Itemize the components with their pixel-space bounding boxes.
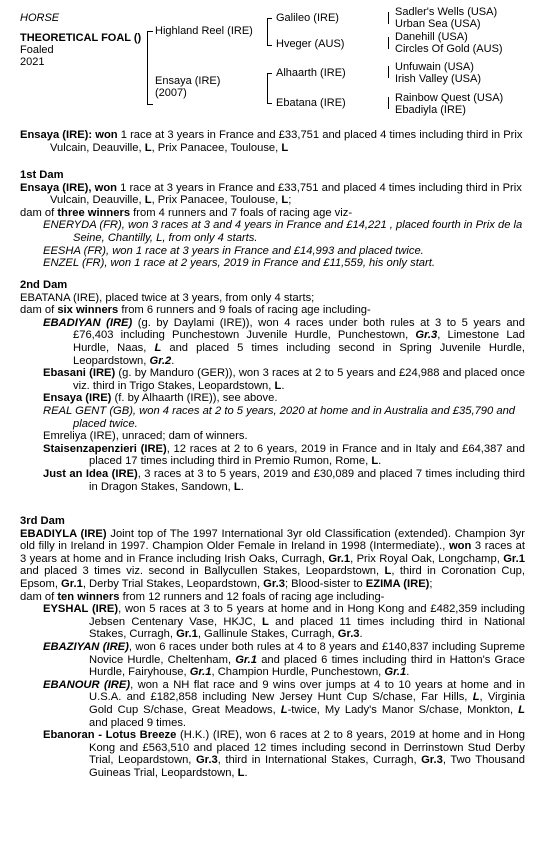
- progeny-name: Ebasani (IRE): [43, 367, 116, 380]
- pedigree-bracket-main: [147, 31, 148, 105]
- race-text: ;: [429, 577, 433, 590]
- dam-of-line: [20, 591, 525, 604]
- race-text: Joint top of The 1997 International 3yr old Classification (extended). Champion 3yr old filly in Ireland in 1997. Champion Older Female in Ireland in 1998 (Intermediate).,: [20, 527, 525, 553]
- dam-of-line: [20, 304, 525, 317]
- intro-won: : won: [88, 129, 118, 141]
- intro-section: [20, 129, 525, 154]
- progeny-entry: [20, 641, 525, 679]
- race-text: and placed 11 times including third in National Stakes, Curragh,: [89, 615, 525, 641]
- first-dam-paragraph: [20, 182, 525, 207]
- third-dam-name: EBADIYLA (IRE): [20, 527, 107, 540]
- race-text: ; Blood-sister to: [284, 577, 366, 590]
- progeny-entry: ENERYDA (FR), won 3 races at 3 and 4 years in France and £14,221 , placed fourth in Prix de la Seine, Chantilly, L, from only 4 starts.: [43, 219, 523, 244]
- dam-of-text: from 12 runners and 12 foals of racing age including-: [119, 590, 385, 603]
- bracket-tick: [147, 104, 153, 105]
- bracket-tick: [267, 45, 272, 46]
- race-text: (g. by Daylami (IRE)), won 4 races under both rules at 3 to 5 years and £76,403 including Punchestown Juvenile Hurdle, Punchestown,: [73, 316, 526, 342]
- won-label: won: [445, 540, 472, 553]
- dam-of-line: [20, 207, 525, 220]
- group-mark: Gr.2: [149, 354, 172, 367]
- race-text: .: [378, 455, 382, 468]
- listed-mark: L: [233, 480, 241, 493]
- race-text: (g. by Manduro (GER)), won 3 races at 2 to 5 years and £24,988 and placed once viz. third in Trigo Stakes, Leopardstown,: [73, 367, 525, 392]
- progeny-name: EBADIYAN (IRE): [43, 316, 133, 329]
- progeny-name: Staisenzapenzieri (IRE): [43, 442, 167, 455]
- group-mark: Gr.3: [421, 754, 443, 767]
- pedigree-bracket-dam: [267, 73, 268, 103]
- progeny-name: Just an Idea (IRE): [43, 467, 138, 480]
- dam-of-text: from 4 runners and 7 foals of racing age viz-: [130, 206, 353, 219]
- bracket-ggp: [388, 66, 389, 78]
- race-text: .: [281, 379, 285, 392]
- listed-mark: L: [472, 691, 480, 704]
- bracket-ggp: [388, 37, 389, 49]
- race-text: (f. by Alhaarth (IRE)), see above.: [111, 392, 278, 405]
- listed-mark: L: [280, 703, 288, 716]
- progeny-entry: [20, 392, 525, 405]
- listed-mark: L: [154, 341, 162, 354]
- sire-name: Highland Reel (IRE): [155, 25, 253, 37]
- progeny-entry: [20, 367, 525, 392]
- progeny-name: EYSHAL (IRE): [43, 603, 119, 616]
- intro-horse: Ensaya (IRE): [20, 129, 89, 141]
- horse-name: THEORETICAL FOAL (): [20, 32, 142, 44]
- progeny-name: EBANOUR (IRE): [43, 678, 131, 691]
- section-heading: 3rd Dam: [20, 515, 65, 527]
- progeny-entry: [20, 603, 525, 641]
- group-mark: Gr.1: [384, 666, 407, 679]
- listed-mark: L: [144, 141, 152, 154]
- race-text: , Prix Panacee, Toulouse,: [151, 194, 282, 207]
- ggp-5: Unfuwain (USA): [395, 61, 474, 73]
- dam-of-text: dam of: [20, 590, 58, 603]
- second-dam-section: [20, 279, 525, 493]
- listed-mark: L: [281, 194, 289, 207]
- race-text: , won 5 races at 3 to 5 years at home and in Hong Kong and £482,359 including Jebsen Centenary Vase, HKJC,: [89, 603, 526, 628]
- group-mark: Gr.1: [235, 653, 258, 666]
- race-text: , Virginia Gold Cup S/chase, Great Meadows,: [89, 691, 526, 716]
- listed-mark: L: [518, 703, 525, 716]
- ggp-8: Ebadiyla (IRE): [395, 104, 466, 116]
- race-text: , won a NH flat race and 9 wins over jumps at 4 to 10 years at home and in U.S.A. and £182,858 including New Jersey Hunt Cup S/chase, Far Hills,: [89, 678, 525, 704]
- group-mark: Gr.3: [195, 754, 218, 767]
- progeny-name: Ensaya (IRE): [43, 392, 112, 405]
- listed-mark: L: [144, 194, 152, 207]
- race-text: 1 race at 3 years in France and £33,751 and placed 4 times including third in Prix Vulcain, Deauville,: [50, 181, 522, 207]
- race-text: , won 6 races under both rules at 4 to 8 years and £140,837 including Supreme Novice Hurdle, Cheltenham,: [89, 640, 525, 666]
- progeny-entry: [20, 468, 525, 493]
- pedigree-bracket-sire: [267, 18, 268, 45]
- race-text: , Derby Trial Stakes, Leopardstown,: [82, 577, 264, 590]
- listed-mark: L: [384, 565, 392, 578]
- race-text: (H.K.) (IRE), won 6 races at 2 to 8 years, 2019 at home and in Hong Kong and £563,510 and placed 12 times including second in Derrinstown Stud Derby Trial, Leopardstown,: [89, 729, 525, 767]
- horse-label: HORSE: [20, 12, 60, 24]
- group-mark: Gr.1: [176, 628, 198, 641]
- race-text: , 3 races at 3 to 5 years, 2019 and £30,089 and placed 7 times including third in Dragon Stakes, Sandown,: [89, 467, 525, 493]
- group-mark: Gr.3: [415, 329, 438, 342]
- dam-of-text: from 6 runners and 9 foals of racing age including-: [118, 304, 371, 317]
- winners-count: six winners: [57, 304, 119, 317]
- third-dam-paragraph: [20, 528, 525, 591]
- race-text: .: [171, 354, 175, 367]
- dam-of-text: dam of: [20, 304, 58, 317]
- race-text: .: [240, 480, 244, 493]
- group-mark: Gr.3: [263, 577, 285, 590]
- race-text: , third in International Stakes, Curragh,: [217, 754, 422, 767]
- ggp-3: Danehill (USA): [395, 31, 468, 43]
- bracket-ggp: [388, 97, 389, 109]
- section-heading: 2nd Dam: [20, 279, 68, 291]
- race-text: and placed 9 times.: [89, 716, 187, 729]
- ggp-4: Circles Of Gold (AUS): [395, 43, 503, 55]
- intro-text: 1 race at 3 years in France and £33,751 and placed 4 times including third in Prix Vulcain, Deauville,: [50, 129, 523, 154]
- race-text: , Champion Hurdle, Punchestown,: [211, 666, 385, 679]
- dam-of-text: dam of: [20, 206, 58, 219]
- race-text: .: [244, 766, 248, 779]
- won-label: , won: [88, 181, 117, 194]
- intro-text: , Prix Panacee, Toulouse,: [151, 141, 282, 154]
- granddam-1: Hveger (AUS): [276, 38, 345, 50]
- listed-mark: L: [371, 455, 379, 468]
- first-dam-name: Ensaya (IRE): [20, 181, 89, 194]
- race-text: , Limestone Lad Hurdle, Naas,: [73, 329, 525, 354]
- race-text: ;: [288, 194, 292, 207]
- ggp-7: Rainbow Quest (USA): [395, 92, 504, 104]
- winners-count: ten winners: [57, 590, 120, 603]
- group-mark: Gr.1: [328, 552, 351, 565]
- bracket-tick: [267, 103, 272, 104]
- winners-count: three winners: [57, 206, 131, 219]
- progeny-name: Ebanoran - Lotus Breeze: [43, 729, 177, 742]
- race-text: -twice, My Lady's Manor S/chase, Monkton,: [287, 703, 519, 716]
- progeny-name: EBAZIYAN (IRE): [43, 640, 129, 653]
- race-text: 3 races at 3 years at home and in France including Irish Oaks, Curragh,: [20, 540, 525, 565]
- race-text: , Prix Royal Oak, Longchamp,: [350, 552, 504, 565]
- granddam-2: Ebatana (IRE): [276, 97, 346, 109]
- race-text: , 12 races at 2 to 6 years, 2019 in France and in Italy and £64,387 and placed 17 times including third in Premio Rumon, Rome,: [89, 442, 525, 468]
- ggp-2: Urban Sea (USA): [395, 18, 481, 30]
- ggp-6: Irish Valley (USA): [395, 73, 481, 85]
- intro-paragraph: [20, 129, 525, 154]
- listed-mark: L: [274, 379, 282, 392]
- race-text: , Two Thousand Guineas Trial, Leopardstown,: [89, 754, 525, 779]
- race-text: .: [406, 666, 410, 679]
- progeny-entry: EESHA (FR), won 1 race at 3 years in France and £14,993 and placed twice.: [43, 244, 424, 257]
- progeny-entry: [20, 443, 525, 468]
- bracket-tick: [267, 73, 272, 74]
- second-dam-line: EBATANA (IRE), placed twice at 3 years, from only 4 starts;: [20, 291, 315, 304]
- race-text: and placed 5 times including second in Spring Juvenile Hurdle, Leopardstown,: [73, 341, 525, 367]
- grandsire-1: Galileo (IRE): [276, 12, 339, 24]
- section-heading: 1st Dam: [20, 169, 64, 181]
- race-text: and placed 3 times viz. second in Ballycullen Stakes, Leopardstown,: [20, 565, 385, 578]
- sibling-name: EZIMA (IRE): [365, 577, 430, 590]
- race-text: , third in Coronation Cup, Epsom,: [20, 565, 525, 590]
- bracket-ggp: [388, 12, 389, 24]
- bracket-tick: [147, 31, 153, 32]
- progeny-entry: REAL GENT (GB), won 4 races at 2 to 5 years, 2020 at home and in Australia and £35,790 and placed twice.: [43, 404, 516, 430]
- progeny-entry: [20, 679, 525, 729]
- race-text: and placed 6 times including third in Hatton's Grace Hurdle, Fairyhouse,: [89, 653, 525, 679]
- third-dam-section: [20, 515, 525, 779]
- bracket-tick: [267, 18, 272, 19]
- group-mark: Gr.3: [337, 628, 360, 641]
- listed-mark: L: [281, 141, 289, 154]
- ggp-1: Sadler's Wells (USA): [395, 6, 498, 18]
- group-mark: Gr.1: [61, 577, 83, 590]
- grandsire-2: Alhaarth (IRE): [276, 67, 346, 79]
- foaled-label: Foaled: [20, 44, 54, 56]
- group-mark: Gr.1: [503, 552, 525, 565]
- listed-mark: L: [262, 615, 269, 628]
- progeny-entry: Emreliya (IRE), unraced; dam of winners.: [43, 430, 248, 443]
- progeny-entry: ENZEL (FR), won 1 race at 2 years, 2019 in France and £11,559, his only start.: [43, 257, 435, 270]
- dam-name: Ensaya (IRE): [155, 75, 221, 87]
- race-text: , Gallinule Stakes, Curragh,: [197, 628, 338, 641]
- foaled-year: 2021: [20, 56, 45, 68]
- first-dam-section: [20, 169, 525, 270]
- dam-year: (2007): [155, 87, 187, 99]
- progeny-entry: [20, 729, 525, 779]
- group-mark: Gr.1: [189, 666, 212, 679]
- listed-mark: L: [237, 766, 245, 779]
- race-text: .: [359, 628, 363, 641]
- progeny-entry: [20, 317, 525, 367]
